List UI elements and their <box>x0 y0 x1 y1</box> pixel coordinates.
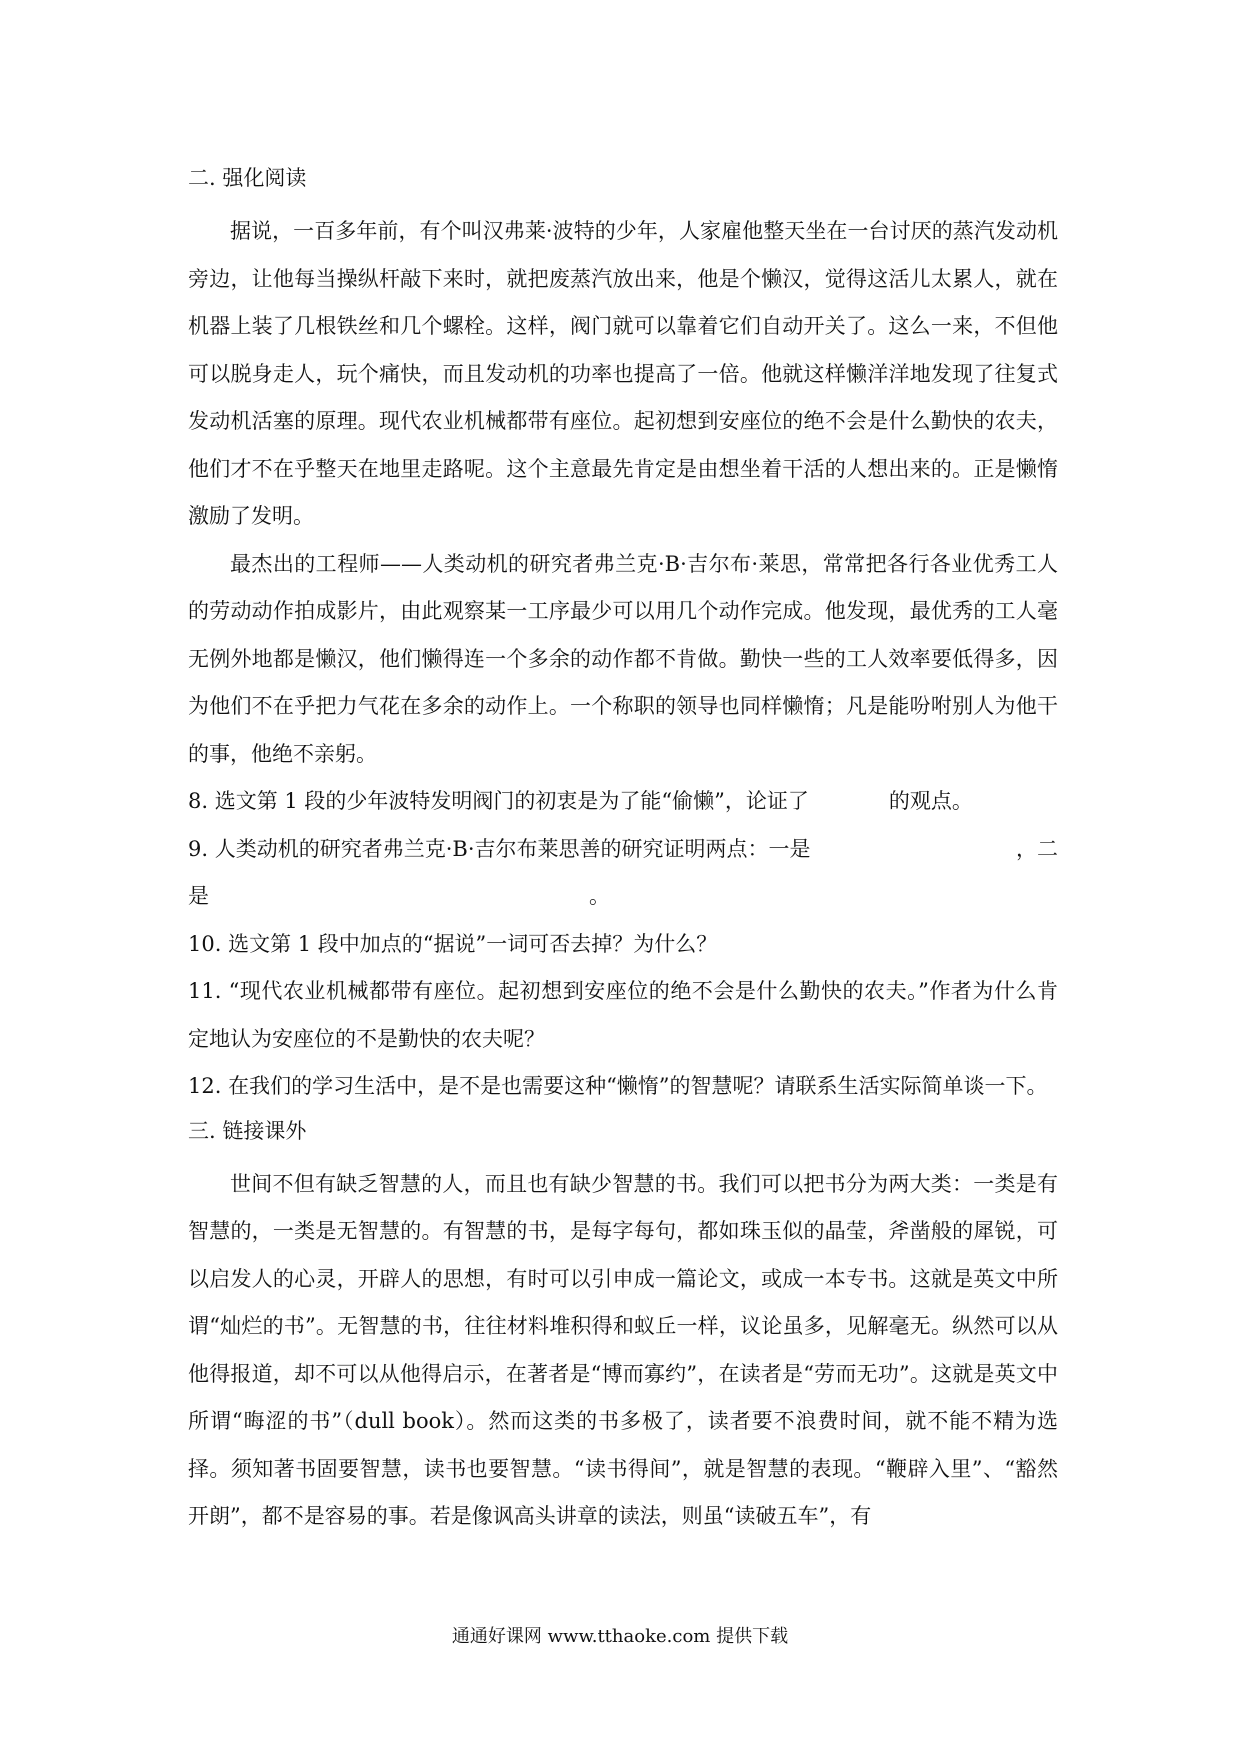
section-heading-reading: 二. 强化阅读 <box>188 166 307 190</box>
question-8-tail: 的观点。 <box>888 789 973 813</box>
extension-paragraph-1: 世间不但有缺乏智慧的人，而且也有缺少智慧的书。我们可以把书分为两大类：一类是有智慧的，一类是无智慧的。有智慧的书，是每字每句，都如珠玉似的晶莹，斧凿般的犀锐，可以启发人的心灵，开辟人的思想，有时可以引申成一篇论文，或成一本专书。这就是英文中所谓“灿烂的书”。无智慧的书，往往材料堆积得和蚁丘一样，议论虽多，见解毫无。纵然可以从他得报道，却不可以从他得启示，在著者是“博而寡约”，在读者是“劳而无功”。这就是英文中所谓“晦涩的书”（dull book）。然而这类的书多极了，读者要不浪费时间，就不能不精为选择。须知著书固要智慧，读书也要智慧。“读书得间”，就是智慧的表现。“鞭辟入里”、“豁然开朗”，都不是容易的事。若是像讽高头讲章的读法，则虽“读破五车”，有 <box>188 1171 1058 1528</box>
question-9-end: 。 <box>589 884 610 908</box>
section-heading-extension: 三. 链接课外 <box>188 1118 307 1143</box>
question-12: 12. 在我们的学习生活中，是不是也需要这种“懒惰”的智慧呢？请联系生活实际简单谈一下。 <box>188 1074 1048 1098</box>
question-10: 10. 选文第 1 段中加点的“据说”一词可否去掉？为什么？ <box>188 931 718 956</box>
reading-paragraph-2: 最杰出的工程师——人类动机的研究者弗兰克·B·吉尔布·莱思，常常把各行各业优秀工人的劳动动作拍成影片，由此观察某一工序最少可以用几个动作完成。他发现，最优秀的工人毫无例外地都是懒汉，他们懒得连一个多余的动作都不肯做。勤快一些的工人效率要低得多，因为他们不在乎把力气花在多余的动作上。一个称职的领导也同样懒惰；凡是能吩咐别人为他干的事，他绝不亲躬。 <box>188 551 1058 766</box>
question-9-text: 9. 人类动机的研究者弗兰克·B·吉尔布莱思善的研究证明两点：一是 <box>188 836 811 861</box>
page-footer: 通通好课网 www.tthaoke.com 提供下载 <box>451 1626 789 1647</box>
question-9-second: ，二 <box>1016 836 1058 861</box>
question-9-shi: 是 <box>188 884 209 908</box>
question-8 <box>188 778 1058 826</box>
question-11: 11. “现代农业机械都带有座位。起初想到安座位的绝不会是什么勤快的农夫。”作者为什么肯定地认为安座位的不是勤快的农夫呢？ <box>188 979 1058 1051</box>
reading-paragraph-1: 据说，一百多年前，有个叫汉弗莱·波特的少年，人家雇他整天坐在一台讨厌的蒸汽发动机旁边，让他每当操纵杆敲下来时，就把废蒸汽放出来，他是个懒汉，觉得这活儿太累人，就在机器上装了几根铁丝和几个螺栓。这样，阀门就可以靠着它们自动开关了。这么一来，不但他可以脱身走人，玩个痛快，而且发动机的功率也提高了一倍。他就这样懒洋洋地发现了往复式发动机活塞的原理。现代农业机械都带有座位。起初想到安座位的绝不会是什么勤快的农夫，他们才不在乎整天在地里走路呢。这个主意最先肯定是由想坐着干活的人想出来的。正是懒惰激励了发明。 <box>188 219 1058 528</box>
question-9 <box>188 826 1058 921</box>
document-page <box>188 160 1058 1541</box>
question-8-text: 8. 选文第 1 段的少年波特发明阀门的初衷是为了能“偷懒”，论证了 <box>188 789 809 813</box>
